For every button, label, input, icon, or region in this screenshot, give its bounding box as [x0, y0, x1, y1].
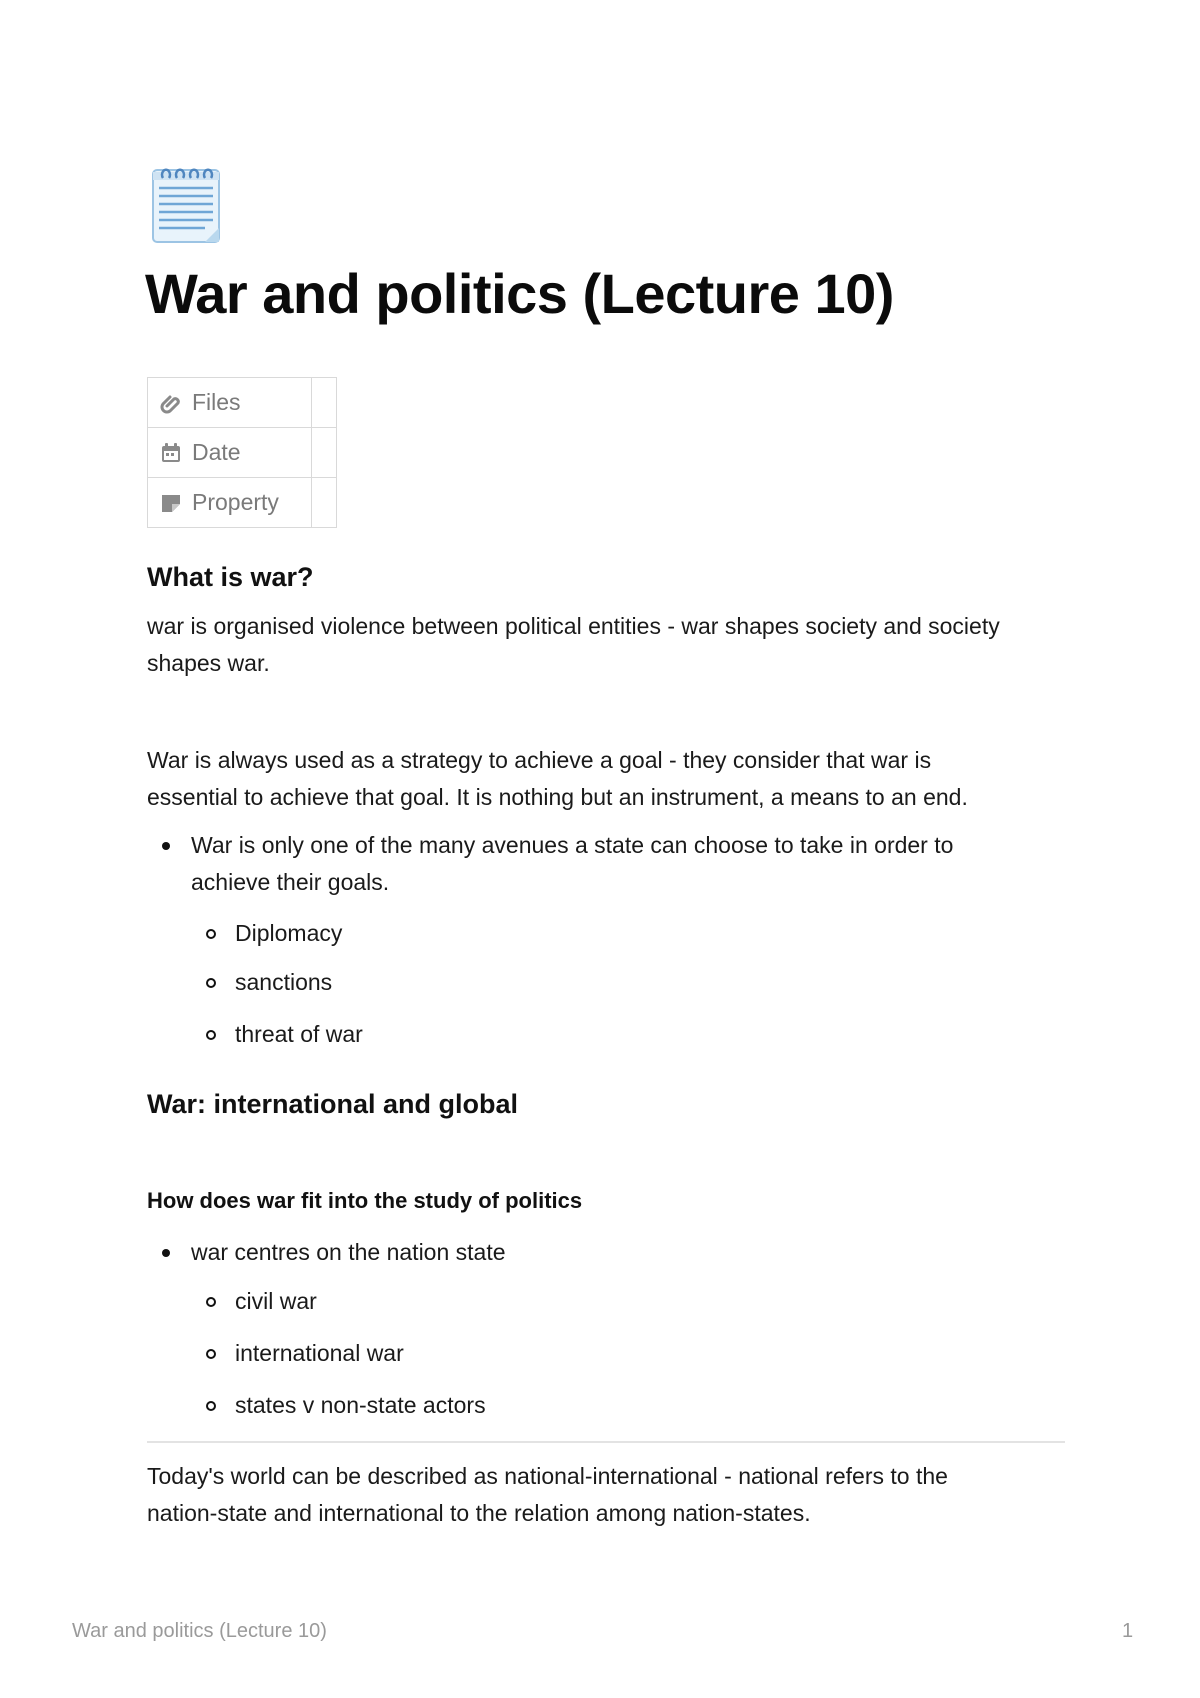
paperclip-icon	[160, 392, 182, 414]
section-heading-what-is-war: What is war?	[147, 562, 314, 592]
sub-list-avenues	[147, 964, 1065, 1001]
paragraph-line: Today's world can be described as national-international - national refers to the	[147, 1463, 948, 1489]
property-row-files[interactable]	[148, 378, 337, 428]
notepad-icon	[147, 160, 227, 244]
subheading-study-of-politics: How does war fit into the study of politics	[147, 1188, 583, 1213]
properties-table	[147, 377, 337, 528]
paragraph-strategy	[147, 742, 1065, 816]
paragraph-line: War is always used as a strategy to achieve a goal - they consider that war is	[147, 747, 932, 773]
property-row-property[interactable]	[148, 478, 337, 528]
list-item: War is only one of the many avenues a state can choose to take in order to achieve their goals.	[147, 827, 1065, 901]
list-item: international war	[147, 1335, 1065, 1372]
page-title: War and politics (Lecture 10)	[145, 262, 894, 325]
footer-page-number: 1	[1122, 1620, 1134, 1642]
list-item: Diplomacy	[147, 915, 1065, 952]
section-heading-international-global: War: international and global	[147, 1089, 519, 1119]
sub-list-avenues	[147, 1016, 1065, 1053]
list-item: war centres on the nation state	[147, 1234, 1065, 1271]
list-item: sanctions	[147, 964, 1065, 1001]
list-item: threat of war	[147, 1016, 1065, 1053]
sub-list-war-types	[147, 1283, 1065, 1320]
property-icon	[160, 492, 182, 514]
paragraph-line: essential to achieve that goal. It is nothing but an instrument, a means to an end.	[147, 784, 968, 810]
property-label: Files	[192, 389, 241, 415]
list-item: states v non-state actors	[147, 1387, 1065, 1424]
paragraph-definition	[147, 608, 1065, 682]
sub-list-war-types	[147, 1335, 1065, 1372]
paragraph-line: war is organised violence between political entities - war shapes society and society	[147, 613, 1000, 639]
list-item: civil war	[147, 1283, 1065, 1320]
divider	[147, 1441, 1065, 1443]
bullet-list-avenues	[147, 827, 1065, 901]
paragraph-national-international	[147, 1458, 1065, 1532]
footer-title: War and politics (Lecture 10)	[72, 1620, 327, 1642]
paragraph-line: shapes war.	[147, 650, 270, 676]
bullet-list-nation-state	[147, 1234, 1065, 1271]
sub-list-avenues	[147, 915, 1065, 952]
property-label: Date	[192, 439, 241, 465]
property-value[interactable]	[312, 428, 337, 478]
property-value[interactable]	[312, 478, 337, 528]
property-label: Property	[192, 489, 279, 515]
calendar-icon	[160, 442, 182, 464]
property-value[interactable]	[312, 378, 337, 428]
sub-list-war-types	[147, 1387, 1065, 1424]
paragraph-line: nation-state and international to the relation among nation-states.	[147, 1500, 811, 1526]
property-row-date[interactable]	[148, 428, 337, 478]
